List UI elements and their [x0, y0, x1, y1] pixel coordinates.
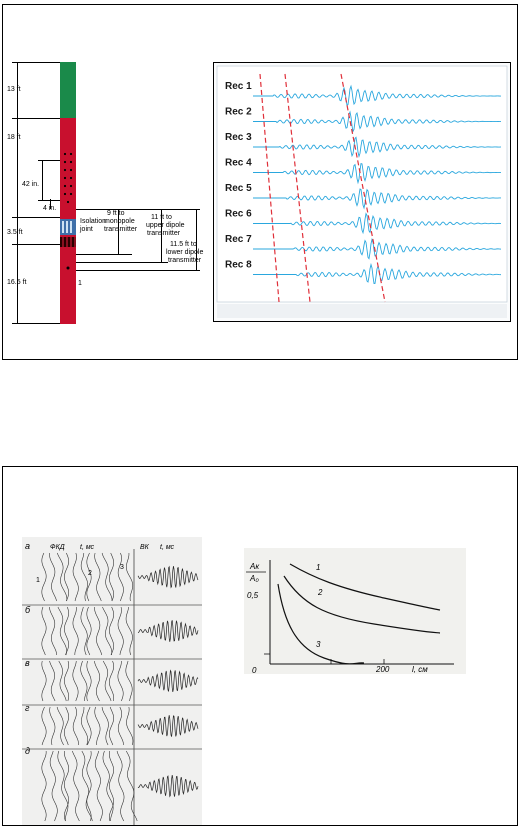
monopole-label-3: transmitter [104, 226, 138, 233]
marker-label-1: 1 [78, 280, 82, 287]
isolation-joint [60, 219, 76, 235]
waveform-svg [213, 62, 511, 322]
receiver-label: Rec 1 [225, 81, 252, 92]
y-label-bottom: A₀ [250, 574, 259, 583]
tool-top-section [60, 62, 76, 118]
receiver-label: Rec 5 [225, 183, 252, 194]
fkd-vk-panel [22, 537, 202, 825]
lower-dipole-label-1: 11.5 ft to [170, 241, 197, 248]
receiver-label: Rec 6 [225, 208, 252, 220]
curve-label-2: 2 [318, 588, 323, 597]
curve-label-1: 1 [316, 563, 321, 572]
transmitter-section [60, 237, 76, 247]
depth-label-3-5ft: 3.5 ft [7, 229, 23, 236]
upper-dipole-label-3: transmitter [147, 230, 181, 237]
header-fkd: ФКД [50, 544, 65, 551]
curve-label-2: 2 [88, 570, 92, 577]
fkd-vk-svg [22, 537, 202, 825]
lower-dipole-label-2: lower dipole [166, 249, 204, 256]
depth-label-13ft: 13 ft [7, 86, 21, 93]
waveform-panel [213, 62, 511, 322]
header-time-2: t, мс [160, 544, 175, 551]
x-axis-label: l, см [412, 665, 428, 674]
isolation-label-1: Isolation [80, 218, 107, 225]
upper-dipole-label-2: upper dipole [146, 222, 185, 229]
origin-label: 0 [252, 666, 257, 674]
receiver-label: Rec 7 [225, 234, 252, 245]
transmitter-dot [60, 262, 76, 274]
row-letter-a: а [25, 541, 31, 551]
isolation-label-2: joint [80, 226, 93, 233]
attenuation-panel [244, 548, 466, 674]
depth-label-16-5ft: 16.5 ft [7, 279, 27, 286]
faded-caption-strip [217, 304, 507, 318]
monopole-label-2: monopole [104, 218, 135, 225]
attenuation-svg [244, 548, 466, 674]
header-time-1: t, мс [80, 544, 95, 551]
row-letter-v: в [25, 658, 30, 668]
curve-label-3: 3 [316, 640, 321, 649]
receiver-dots [60, 150, 76, 210]
tool-diagram [0, 0, 204, 360]
monopole-label-1: 9 ft to [107, 210, 125, 217]
x-tick-200: 200 [376, 665, 390, 674]
y-tick-0-5: 0,5 [247, 591, 259, 600]
row-letter-g: г [25, 703, 30, 713]
depth-label-18ft: 18 ft [7, 134, 21, 141]
receiver-label: Rec 4 [225, 157, 252, 169]
receiver-label: Rec 8 [225, 259, 252, 271]
spacing-label-4in: 4 in. [43, 205, 57, 212]
curve-label-1: 1 [36, 577, 40, 584]
receiver-label: Rec 3 [225, 132, 252, 143]
y-label-top: Aк [250, 562, 260, 571]
row-letter-b: б [25, 605, 31, 615]
receiver-label: Rec 2 [225, 106, 252, 118]
curve-label-3: 3 [120, 564, 124, 571]
upper-dipole-label-1: 11 ft to [151, 214, 172, 221]
header-vk: ВК [140, 544, 149, 551]
row-letter-d: д [25, 746, 30, 756]
lower-dipole-label-3: transmitter [168, 257, 202, 264]
spacing-label-42in: 42 in. [22, 181, 40, 188]
